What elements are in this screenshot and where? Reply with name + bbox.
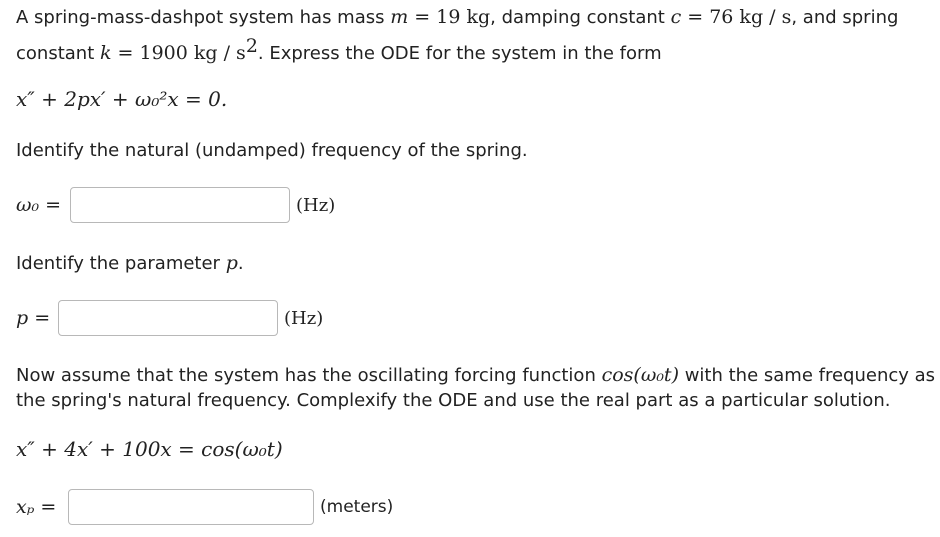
question-3-line-2: the spring's natural frequency. Complexify the ODE and use the real part as a particular solution. xyxy=(16,390,891,411)
forced-ode: x″ + 4x′ + 100x = cos(ω₀t) xyxy=(16,437,283,461)
intro-text-e: . Express the ODE for the system in the form xyxy=(257,43,662,64)
spring-exponent: 2 xyxy=(245,35,258,57)
mass-symbol: m xyxy=(390,6,409,28)
omega0-input[interactable] xyxy=(70,187,290,223)
question-2-text xyxy=(16,250,244,277)
spring-symbol: k xyxy=(99,42,112,64)
problem-intro-line-1 xyxy=(16,4,898,31)
forcing-function: cos(ω₀t) xyxy=(601,364,679,386)
mass-value: = 19 kg xyxy=(408,6,491,28)
question-1-text: Identify the natural (undamped) frequency of the spring. xyxy=(16,140,528,161)
p-answer-row xyxy=(16,300,323,336)
p-symbol: p xyxy=(225,252,238,274)
ode-form: x″ + 2px′ + ω₀²x = 0. xyxy=(16,87,228,111)
omega0-unit: (Hz) xyxy=(296,194,336,216)
intro-text-d: constant xyxy=(16,43,100,64)
spring-value: = 1900 kg / s xyxy=(111,42,246,64)
intro-text-a: A spring-mass-dashpot system has mass xyxy=(16,7,391,28)
question-2-text-b: . xyxy=(237,253,244,274)
p-unit: (Hz) xyxy=(284,307,324,329)
p-label: p = xyxy=(16,307,51,329)
problem-intro-line-2 xyxy=(16,33,662,67)
damping-symbol: c xyxy=(670,6,682,28)
xp-answer-row xyxy=(16,489,393,525)
xp-unit: (meters) xyxy=(320,497,394,517)
xp-input[interactable] xyxy=(68,489,314,525)
question-3-text-b: with the same frequency as xyxy=(678,365,936,386)
intro-text-b: , damping constant xyxy=(490,7,671,28)
question-3-text-a: Now assume that the system has the oscillating forcing function xyxy=(16,365,602,386)
p-input[interactable] xyxy=(58,300,278,336)
question-3-line-1 xyxy=(16,362,935,389)
omega0-answer-row xyxy=(16,187,335,223)
damping-value: = 76 kg / s xyxy=(681,6,792,28)
question-2-text-a: Identify the parameter xyxy=(16,253,226,274)
xp-label: xₚ = xyxy=(16,496,57,518)
omega0-label: ω₀ = xyxy=(16,194,62,216)
intro-text-c: , and spring xyxy=(791,7,899,28)
